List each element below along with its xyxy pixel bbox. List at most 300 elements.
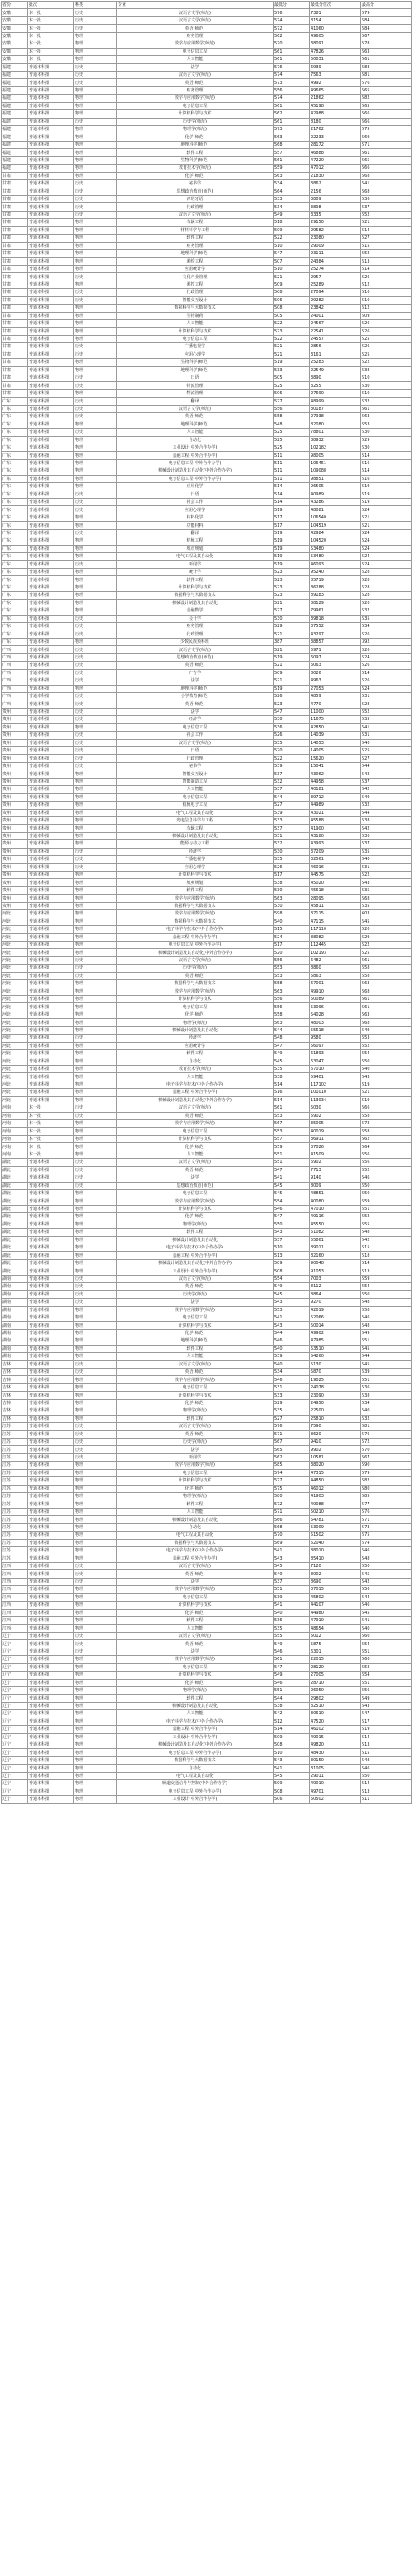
cell-min-rank: 82080 — [310, 421, 361, 428]
cell-batch: 普通本科批 — [28, 421, 74, 428]
table-row — [2, 9, 412, 16]
cell-subject-category: 物理 — [74, 592, 117, 599]
cell-min-rank: 44575 — [310, 872, 361, 879]
cell-min-rank: 117110 — [310, 926, 361, 933]
cell-batch: 普通本科批 — [28, 956, 74, 964]
cell-province: 湖南 — [2, 1337, 28, 1345]
cell-max-score: 554 — [361, 1640, 412, 1648]
cell-subject-category: 物理 — [74, 1741, 117, 1749]
cell-batch: 普通本科批 — [28, 242, 74, 249]
cell-max-score: 575 — [361, 1532, 412, 1539]
table-row — [2, 1120, 412, 1128]
table-row — [2, 1532, 412, 1539]
table-row — [2, 716, 412, 723]
cell-major: 西班牙语 — [117, 195, 274, 202]
cell-major: 法学 — [117, 1578, 274, 1585]
cell-major: 电子信息工程(中外合作办学) — [117, 475, 274, 482]
cell-min-score: 527 — [274, 398, 310, 405]
cell-subject-category: 物理 — [74, 219, 117, 226]
cell-major: 软件工程 — [117, 235, 274, 242]
cell-subject-category: 物理 — [74, 133, 117, 141]
cell-max-score: 532 — [361, 1415, 412, 1422]
cell-major: 化学(师范) — [117, 172, 274, 179]
cell-province: 贵州 — [2, 902, 28, 909]
cell-min-score: 558 — [274, 1011, 310, 1018]
cell-batch: 普通本科批 — [28, 1369, 74, 1376]
cell-subject-category: 物理 — [74, 1586, 117, 1593]
cell-province: 甘肃 — [2, 289, 28, 296]
cell-subject-category: 物理 — [74, 1407, 117, 1415]
cell-subject-category: 物理 — [74, 1493, 117, 1500]
cell-province: 安徽 — [2, 25, 28, 32]
cell-subject-category: 历史 — [74, 289, 117, 296]
table-row — [2, 1197, 412, 1205]
cell-max-score: 540 — [361, 1625, 412, 1632]
cell-min-score: 522 — [274, 755, 310, 762]
cell-province: 安徽 — [2, 48, 28, 55]
cell-max-score: 576 — [361, 79, 412, 86]
cell-min-rank: 2856 — [310, 343, 361, 351]
cell-batch: 普通本科批 — [28, 1073, 74, 1081]
cell-min-score: 555 — [274, 1632, 310, 1639]
cell-min-rank: 42984 — [310, 529, 361, 537]
cell-subject-category: 历史 — [74, 739, 117, 746]
cell-min-rank: 22541 — [310, 328, 361, 335]
cell-batch: 普通本科批 — [28, 1182, 74, 1189]
cell-major: 化学(师范) — [117, 133, 274, 141]
cell-subject-category: 历史 — [74, 188, 117, 195]
cell-province: 贵州 — [2, 856, 28, 863]
cell-province: 广东 — [2, 592, 28, 599]
cell-max-score: 526 — [361, 662, 412, 669]
cell-min-score: 545 — [274, 1182, 310, 1189]
cell-province: 甘肃 — [2, 195, 28, 202]
cell-min-rank: 44980 — [310, 1609, 361, 1616]
cell-province: 贵州 — [2, 732, 28, 739]
cell-max-score: 551 — [361, 1205, 412, 1212]
cell-major: 金融工程(中外合作办学) — [117, 1726, 274, 1733]
cell-min-rank: 41900 — [310, 825, 361, 832]
cell-max-score: 519 — [361, 1726, 412, 1733]
cell-major: 材料化学 — [117, 514, 274, 521]
cell-major: 英语(师范) — [117, 662, 274, 669]
cell-subject-category: 物理 — [74, 1609, 117, 1616]
header-subject-category: 科类 — [74, 2, 117, 9]
cell-subject-category: 历史 — [74, 79, 117, 86]
cell-min-score: 556 — [274, 86, 310, 94]
cell-subject-category: 历史 — [74, 1570, 117, 1578]
cell-min-rank: 24078 — [310, 1383, 361, 1391]
cell-min-rank: 5875 — [310, 1640, 361, 1648]
cell-max-score: 603 — [361, 910, 412, 918]
cell-province: 甘肃 — [2, 366, 28, 374]
table-row — [2, 40, 412, 48]
cell-province: 河北 — [2, 956, 28, 964]
cell-max-score: 556 — [361, 1151, 412, 1158]
cell-batch: 普通本科批 — [28, 1290, 74, 1298]
cell-min-score: 526 — [274, 692, 310, 700]
cell-subject-category: 物理 — [74, 1050, 117, 1058]
cell-min-score: 562 — [274, 110, 310, 118]
cell-min-rank: 25810 — [310, 1415, 361, 1422]
cell-max-score: 568 — [361, 895, 412, 902]
cell-min-score: 533 — [274, 195, 310, 202]
table-row — [2, 16, 412, 24]
cell-batch: 普通本科批 — [28, 700, 74, 708]
cell-min-score: 561 — [274, 102, 310, 109]
cell-batch: 普通本科批 — [28, 1586, 74, 1593]
cell-province: 广西 — [2, 669, 28, 677]
cell-min-rank: 102182 — [310, 444, 361, 451]
table-row — [2, 1508, 412, 1515]
cell-major: 英语(师范) — [117, 972, 274, 979]
cell-batch: 本一批 — [28, 9, 74, 16]
cell-max-score: 540 — [361, 739, 412, 746]
cell-min-rank: 14039 — [310, 732, 361, 739]
cell-min-score: 543 — [274, 1229, 310, 1236]
table-row — [2, 592, 412, 599]
table-row — [2, 793, 412, 801]
cell-min-rank: 24001 — [310, 312, 361, 319]
table-row — [2, 1081, 412, 1088]
table-row — [2, 677, 412, 685]
cell-major: 人工智能 — [117, 1353, 274, 1360]
cell-batch: 普通本科批 — [28, 537, 74, 545]
cell-batch: 普通本科批 — [28, 1702, 74, 1709]
cell-batch: 普通本科批 — [28, 1609, 74, 1616]
cell-major: 自动化 — [117, 436, 274, 444]
cell-min-rank: 47115 — [310, 918, 361, 925]
cell-province: 广东 — [2, 421, 28, 428]
cell-max-score: 522 — [361, 872, 412, 879]
cell-min-rank: 8180 — [310, 118, 361, 125]
cell-subject-category: 物理 — [74, 825, 117, 832]
cell-min-rank: 101010 — [310, 1089, 361, 1096]
cell-max-score: 524 — [361, 553, 412, 560]
table-row — [2, 1672, 412, 1679]
table-row — [2, 1283, 412, 1290]
cell-max-score: 536 — [361, 195, 412, 202]
cell-province: 江苏 — [2, 1547, 28, 1555]
cell-province: 江苏 — [2, 1453, 28, 1461]
cell-max-score: 561 — [361, 956, 412, 964]
cell-min-score: 530 — [274, 848, 310, 855]
cell-min-score: 521 — [274, 677, 310, 685]
cell-min-score: 523 — [274, 592, 310, 599]
cell-major: 经济学 — [117, 848, 274, 855]
cell-major: 软件工程 — [117, 576, 274, 584]
table-row — [2, 949, 412, 956]
cell-subject-category: 历史 — [74, 9, 117, 16]
cell-province: 河南 — [2, 1112, 28, 1119]
cell-min-score: 543 — [274, 1322, 310, 1329]
cell-max-score: 552 — [361, 1042, 412, 1049]
cell-max-score: 514 — [361, 1780, 412, 1788]
cell-max-score: 509 — [361, 312, 412, 319]
cell-subject-category: 物理 — [74, 1756, 117, 1764]
cell-min-rank: 49665 — [310, 86, 361, 94]
cell-batch: 普通本科批 — [28, 413, 74, 421]
cell-min-score: 519 — [274, 653, 310, 661]
cell-min-rank: 29009 — [310, 242, 361, 249]
cell-max-score: 513 — [361, 1788, 412, 1795]
table-row — [2, 1695, 412, 1702]
cell-batch: 普通本科批 — [28, 685, 74, 692]
cell-max-score: 525 — [361, 351, 412, 358]
cell-major: 秘书学 — [117, 180, 274, 188]
cell-min-score: 544 — [274, 1329, 310, 1337]
cell-min-score: 561 — [274, 1656, 310, 1663]
cell-province: 甘肃 — [2, 219, 28, 226]
cell-subject-category: 物理 — [74, 949, 117, 956]
table-row — [2, 95, 412, 102]
cell-major: 会计学 — [117, 615, 274, 622]
cell-major: 机械设计制造及其自动化(中外合作办学) — [117, 1741, 274, 1749]
cell-min-rank: 44989 — [310, 802, 361, 809]
cell-province: 贵州 — [2, 802, 28, 809]
cell-subject-category: 物理 — [74, 1383, 117, 1391]
table-row — [2, 700, 412, 708]
cell-batch: 本一批 — [28, 32, 74, 40]
cell-max-score: 546 — [361, 1602, 412, 1609]
cell-province: 安徽 — [2, 56, 28, 63]
cell-min-rank: 23111 — [310, 250, 361, 258]
cell-batch: 普通本科批 — [28, 723, 74, 731]
cell-subject-category: 物理 — [74, 305, 117, 312]
cell-min-score: 511 — [274, 467, 310, 475]
table-row — [2, 491, 412, 498]
cell-major: 城乡规划 — [117, 879, 274, 886]
cell-batch: 普通本科批 — [28, 770, 74, 778]
cell-max-score: 566 — [361, 165, 412, 172]
cell-batch: 普通本科批 — [28, 1438, 74, 1445]
table-row — [2, 1788, 412, 1795]
table-row — [2, 1602, 412, 1609]
table-row — [2, 545, 412, 552]
cell-min-score: 561 — [274, 56, 310, 63]
cell-min-score: 545 — [274, 1189, 310, 1197]
cell-subject-category: 物理 — [74, 1780, 117, 1788]
cell-subject-category: 物理 — [74, 879, 117, 886]
cell-batch: 普通本科批 — [28, 522, 74, 529]
cell-province: 贵州 — [2, 739, 28, 746]
cell-min-rank: 113034 — [310, 1096, 361, 1104]
cell-max-score: 566 — [361, 1104, 412, 1112]
cell-min-score: 576 — [274, 1423, 310, 1430]
cell-province: 辽宁 — [2, 1733, 28, 1741]
cell-subject-category: 物理 — [74, 149, 117, 156]
cell-max-score: 552 — [361, 1166, 412, 1174]
cell-min-score: 521 — [274, 646, 310, 653]
table-row — [2, 1632, 412, 1639]
cell-min-rank: 29150 — [310, 219, 361, 226]
cell-min-rank: 4992 — [310, 79, 361, 86]
cell-province: 湖北 — [2, 1182, 28, 1189]
table-row — [2, 1733, 412, 1741]
cell-subject-category: 历史 — [74, 195, 117, 202]
cell-subject-category: 物理 — [74, 802, 117, 809]
cell-min-rank: 47985 — [310, 1337, 361, 1345]
cell-major: 历史学(师范) — [117, 1438, 274, 1445]
cell-max-score: 515 — [361, 1749, 412, 1756]
cell-province: 吉林 — [2, 1399, 28, 1407]
header-batch: 批次 — [28, 2, 74, 9]
table-row — [2, 1322, 412, 1329]
cell-major: 电子信息工程 — [117, 1593, 274, 1601]
cell-min-score: 546 — [274, 1376, 310, 1383]
cell-batch: 普通本科批 — [28, 1516, 74, 1523]
cell-province: 广东 — [2, 615, 28, 622]
cell-min-rank: 8002 — [310, 1570, 361, 1578]
table-row — [2, 816, 412, 824]
cell-max-score: 521 — [361, 522, 412, 529]
cell-province: 贵州 — [2, 762, 28, 770]
cell-min-score: 509 — [274, 281, 310, 288]
table-row — [2, 149, 412, 156]
table-row — [2, 328, 412, 335]
cell-min-rank: 46102 — [310, 1726, 361, 1733]
cell-batch: 普通本科批 — [28, 110, 74, 118]
cell-batch: 普通本科批 — [28, 141, 74, 148]
cell-min-rank: 6301 — [310, 1648, 361, 1655]
table-row — [2, 1726, 412, 1733]
cell-min-rank: 42850 — [310, 723, 361, 731]
cell-min-score: 569 — [274, 1539, 310, 1546]
cell-batch: 普通本科批 — [28, 1617, 74, 1625]
cell-subject-category: 物理 — [74, 165, 117, 172]
cell-min-score: 530 — [274, 902, 310, 909]
cell-min-rank: 48081 — [310, 506, 361, 514]
cell-batch: 普通本科批 — [28, 910, 74, 918]
cell-major: 数据科学与大数据技术 — [117, 592, 274, 599]
cell-min-score: 524 — [274, 933, 310, 941]
table-row — [2, 1547, 412, 1555]
cell-major: 物理学(师范) — [117, 126, 274, 133]
cell-province: 湖北 — [2, 1213, 28, 1221]
cell-min-score: 556 — [274, 1003, 310, 1011]
cell-min-rank: 28172 — [310, 141, 361, 148]
cell-province: 辽宁 — [2, 1765, 28, 1772]
cell-max-score: 578 — [361, 40, 412, 48]
cell-min-rank: 59401 — [310, 1073, 361, 1081]
table-row — [2, 1469, 412, 1476]
cell-subject-category: 物理 — [74, 1205, 117, 1212]
cell-province: 广东 — [2, 452, 28, 459]
cell-major: 电子科学与技术(中外合作办学) — [117, 1547, 274, 1555]
cell-province: 辽宁 — [2, 1702, 28, 1709]
table-row — [2, 389, 412, 397]
cell-min-score: 549 — [274, 1672, 310, 1679]
cell-major: 教育技术学(师范) — [117, 165, 274, 172]
cell-province: 广东 — [2, 491, 28, 498]
cell-major: 地理科学(师范) — [117, 366, 274, 374]
cell-province: 广东 — [2, 459, 28, 467]
cell-major: 应用心理学 — [117, 863, 274, 871]
cell-province: 吉林 — [2, 1360, 28, 1368]
cell-province: 贵州 — [2, 747, 28, 755]
cell-max-score: 580 — [361, 1485, 412, 1492]
cell-batch: 普通本科批 — [28, 615, 74, 622]
cell-max-score: 545 — [361, 1609, 412, 1616]
cell-max-score: 540 — [361, 1407, 412, 1415]
cell-min-score: 525 — [274, 429, 310, 436]
cell-min-rank: 31005 — [310, 1765, 361, 1772]
cell-min-score: 543 — [274, 1555, 310, 1562]
cell-max-score: 548 — [361, 1756, 412, 1764]
cell-min-score: 546 — [274, 1679, 310, 1686]
cell-min-rank: 45811 — [310, 902, 361, 909]
cell-major: 广播电视学 — [117, 343, 274, 351]
table-row — [2, 1648, 412, 1655]
cell-min-rank: 47010 — [310, 1205, 361, 1212]
cell-min-score: 554 — [274, 1275, 310, 1282]
table-row — [2, 1539, 412, 1546]
cell-batch: 普通本科批 — [28, 825, 74, 832]
cell-max-score: 536 — [361, 832, 412, 839]
table-row — [2, 1718, 412, 1725]
cell-min-score: 539 — [274, 762, 310, 770]
cell-batch: 本一批 — [28, 1151, 74, 1158]
cell-max-score: 555 — [361, 1221, 412, 1228]
cell-min-score: 531 — [274, 1383, 310, 1391]
cell-max-score: 524 — [361, 545, 412, 552]
cell-major: 地理科学(师范) — [117, 685, 274, 692]
cell-min-rank: 5030 — [310, 1104, 361, 1112]
cell-min-score: 527 — [274, 802, 310, 809]
table-row — [2, 1252, 412, 1259]
cell-major: 英语(师范) — [117, 1283, 274, 1290]
cell-province: 河北 — [2, 1081, 28, 1088]
cell-max-score: 590 — [361, 1462, 412, 1469]
cell-province: 河南 — [2, 1151, 28, 1158]
cell-province: 辽宁 — [2, 1656, 28, 1663]
cell-province: 甘肃 — [2, 250, 28, 258]
cell-max-score: 579 — [361, 1469, 412, 1476]
cell-min-rank: 28120 — [310, 1663, 361, 1671]
table-row — [2, 1462, 412, 1469]
cell-province: 河南 — [2, 1120, 28, 1128]
header-province: 省份 — [2, 2, 28, 9]
cell-batch: 普通本科批 — [28, 926, 74, 933]
cell-major: 数据科学与大数据技术 — [117, 1756, 274, 1764]
cell-min-rank: 88010 — [310, 1547, 361, 1555]
cell-min-score: 522 — [274, 335, 310, 342]
cell-batch: 普通本科批 — [28, 265, 74, 272]
cell-min-score: 522 — [274, 235, 310, 242]
cell-max-score: 527 — [361, 235, 412, 242]
cell-max-score: 519 — [361, 1081, 412, 1088]
cell-max-score: 561 — [361, 405, 412, 412]
cell-min-score: 514 — [274, 491, 310, 498]
table-row — [2, 723, 412, 731]
cell-min-score: 545 — [274, 1772, 310, 1779]
table-row — [2, 1345, 412, 1352]
cell-subject-category: 物理 — [74, 467, 117, 475]
cell-province: 辽宁 — [2, 1679, 28, 1686]
cell-batch: 普通本科批 — [28, 514, 74, 521]
cell-batch: 普通本科批 — [28, 1229, 74, 1236]
table-row — [2, 996, 412, 1003]
cell-major: 汉语言文学(师范) — [117, 1104, 274, 1112]
cell-max-score: 526 — [361, 599, 412, 607]
table-row — [2, 529, 412, 537]
cell-max-score: 561 — [361, 56, 412, 63]
table-row — [2, 1772, 412, 1779]
cell-batch: 普通本科批 — [28, 165, 74, 172]
table-body — [2, 9, 412, 1803]
cell-province: 江苏 — [2, 1446, 28, 1453]
cell-max-score: 534 — [361, 623, 412, 630]
